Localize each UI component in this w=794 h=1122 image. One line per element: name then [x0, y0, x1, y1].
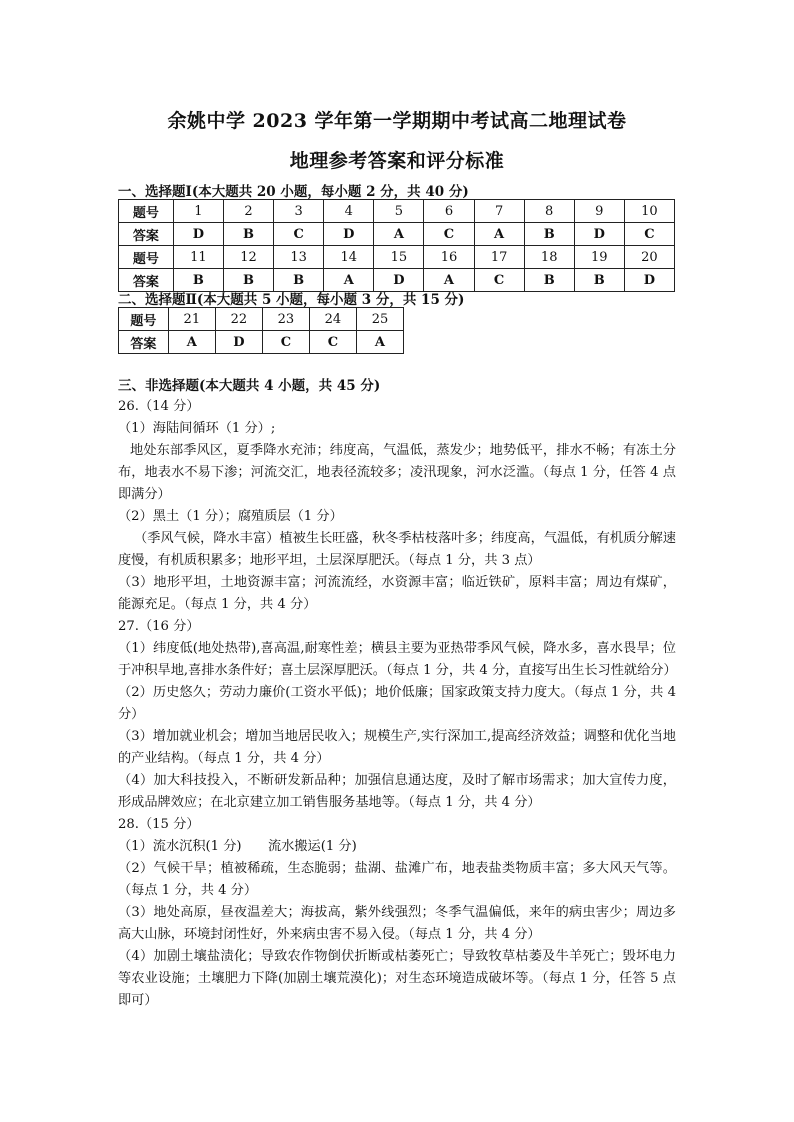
question-number-cell: 4: [324, 200, 374, 223]
answer-paragraph: （3）增加就业机会；增加当地居民收入；规模生产,实行深加工,提高经济效益；调整和优化当地的产业结构。（每点 1 分，共 4 分）: [118, 729, 676, 766]
section1-heading: 一、选择题Ⅰ(本大题共 20 小题，每小题 2 分，共 40 分): [118, 184, 469, 200]
question-number-cell: 8: [524, 200, 574, 223]
section1-answer-table: [118, 199, 675, 292]
page-title: 余姚中学 2023 学年第一学期期中考试高二地理试卷: [167, 110, 627, 132]
answer-cell: C: [262, 331, 309, 354]
question-number-cell: 18: [524, 246, 574, 269]
answer-cell: C: [624, 223, 674, 246]
answer-cell: A: [356, 331, 403, 354]
question-number-cell: 12: [223, 246, 273, 269]
answer-paragraph: （4）加大科技投入，不断研发新品种；加强信息通达度，及时了解市场需求；加大宣传力度，形成品牌效应；在北京建立加工销售服务基地等。（每点 1 分，共 4 分）: [118, 773, 676, 810]
answer-paragraph: （1）流水沉积(1 分) 流水搬运(1 分): [118, 839, 357, 854]
answer-cell: A: [474, 223, 524, 246]
answer-cell: C: [474, 269, 524, 292]
section2-heading: 二、选择题Ⅱ(本大题共 5 小题，每小题 3 分，共 15 分): [118, 292, 465, 308]
section2-answer-table: [118, 307, 404, 354]
answer-label-cell: 答案: [119, 223, 174, 246]
question-number-cell: 19: [574, 246, 624, 269]
answer-paragraph: （2）历史悠久；劳动力廉价(工资水平低)；地价低廉；国家政策支持力度大。（每点 1 分，共 4 分）: [118, 685, 676, 722]
answer-label-cell: 答案: [119, 331, 169, 354]
header-label-cell: 题号: [119, 246, 174, 269]
question-number-cell: 3: [274, 200, 324, 223]
question-number-cell: 9: [574, 200, 624, 223]
answer-paragraph: （季风气候，降水丰富）植被生长旺盛，秋冬季枯枝落叶多；纬度高，气温低，有机质分解速度慢，有机质积累多；地形平坦，土层深厚肥沃。（每点 1 分，共 3 点）: [118, 531, 676, 568]
page-subtitle: 地理参考答案和评分标准: [289, 150, 505, 172]
answer-cell: C: [274, 223, 324, 246]
answer-paragraph: （2）黑土（1 分）；腐殖质层（1 分）: [118, 509, 343, 524]
answer-label-cell: 答案: [119, 269, 174, 292]
section3-body: [118, 396, 676, 1012]
question-number-cell: 2: [223, 200, 273, 223]
question-number-cell: 6: [424, 200, 474, 223]
answer-cell: A: [424, 269, 474, 292]
answer-cell: D: [215, 331, 262, 354]
answer-paragraph: （3）地形平坦，土地资源丰富；河流流经，水资源丰富；临近铁矿，原料丰富；周边有煤矿，能源充足。（每点 1 分，共 4 分）: [118, 575, 676, 612]
question-number-cell: 22: [215, 308, 262, 331]
answer-cell: B: [223, 223, 273, 246]
question-number-cell: 17: [474, 246, 524, 269]
answer-paragraph: （3）地处高原，昼夜温差大；海拔高，紫外线强烈；冬季气温偏低，来年的病虫害少；周边多高大山脉，环境封闭性好，外来病虫害不易入侵。（每点 1 分，共 4 分）: [118, 905, 676, 942]
answer-cell: C: [309, 331, 356, 354]
question-number-cell: 20: [624, 246, 674, 269]
question-number-cell: 7: [474, 200, 524, 223]
question-number-cell: 24: [309, 308, 356, 331]
answer-cell: D: [574, 223, 624, 246]
answer-paragraph: 地处东部季风区，夏季降水充沛；纬度高，气温低，蒸发少；地势低平，排水不畅；有冻土分布，地表水不易下渗；河流交汇，地表径流较多；凌汛现象，河水泛滥。（每点 1 分，任答 4 点即满分）: [118, 443, 676, 502]
question-heading: 28.（15 分）: [118, 817, 200, 832]
answer-cell: A: [374, 223, 424, 246]
table-row: [119, 246, 675, 269]
answer-cell: B: [173, 269, 223, 292]
question-number-cell: 11: [173, 246, 223, 269]
answer-cell: D: [374, 269, 424, 292]
table-row: [119, 223, 675, 246]
answer-cell: B: [524, 269, 574, 292]
answer-cell: D: [173, 223, 223, 246]
answer-cell: D: [624, 269, 674, 292]
answer-cell: B: [274, 269, 324, 292]
question-heading: 27.（16 分）: [118, 619, 200, 634]
question-heading: 26.（14 分）: [118, 399, 200, 414]
question-number-cell: 15: [374, 246, 424, 269]
question-number-cell: 5: [374, 200, 424, 223]
answer-cell: B: [524, 223, 574, 246]
answer-cell: D: [324, 223, 374, 246]
question-number-cell: 1: [173, 200, 223, 223]
question-number-cell: 23: [262, 308, 309, 331]
table-row: [119, 308, 404, 331]
answer-cell: A: [168, 331, 215, 354]
answer-paragraph: （1）纬度低(地处热带),喜高温,耐寒性差；横县主要为亚热带季风气候，降水多，喜水畏旱；位于冲积旱地,喜排水条件好；喜土层深厚肥沃。（每点 1 分，共 4 分，直接写出生长习性就给分）: [118, 641, 677, 678]
answer-paragraph: （1）海陆间循环（1 分）;: [118, 421, 276, 436]
header-label-cell: 题号: [119, 200, 174, 223]
question-number-cell: 25: [356, 308, 403, 331]
section3-heading: 三、非选择题(本大题共 4 小题，共 45 分): [118, 378, 381, 394]
answer-paragraph: （4）加剧土壤盐渍化；导致农作物倒伏折断或枯萎死亡；导致牧草枯萎及牛羊死亡；毁坏电力等农业设施；土壤肥力下降(加剧土壤荒漠化)；对生态环境造成破坏等。（每点 1 分，任答 5 点即可）: [118, 949, 676, 1008]
answer-cell: A: [324, 269, 374, 292]
question-number-cell: 13: [274, 246, 324, 269]
answer-cell: B: [574, 269, 624, 292]
question-number-cell: 10: [624, 200, 674, 223]
question-number-cell: 14: [324, 246, 374, 269]
question-number-cell: 21: [168, 308, 215, 331]
table-row: [119, 331, 404, 354]
answer-cell: B: [223, 269, 273, 292]
answer-cell: C: [424, 223, 474, 246]
answer-paragraph: （2）气候干旱；植被稀疏，生态脆弱；盐湖、盐滩广布，地表盐类物质丰富；多大风天气等。（每点 1 分，共 4 分）: [118, 861, 676, 898]
table-row: [119, 200, 675, 223]
question-number-cell: 16: [424, 246, 474, 269]
header-label-cell: 题号: [119, 308, 169, 331]
